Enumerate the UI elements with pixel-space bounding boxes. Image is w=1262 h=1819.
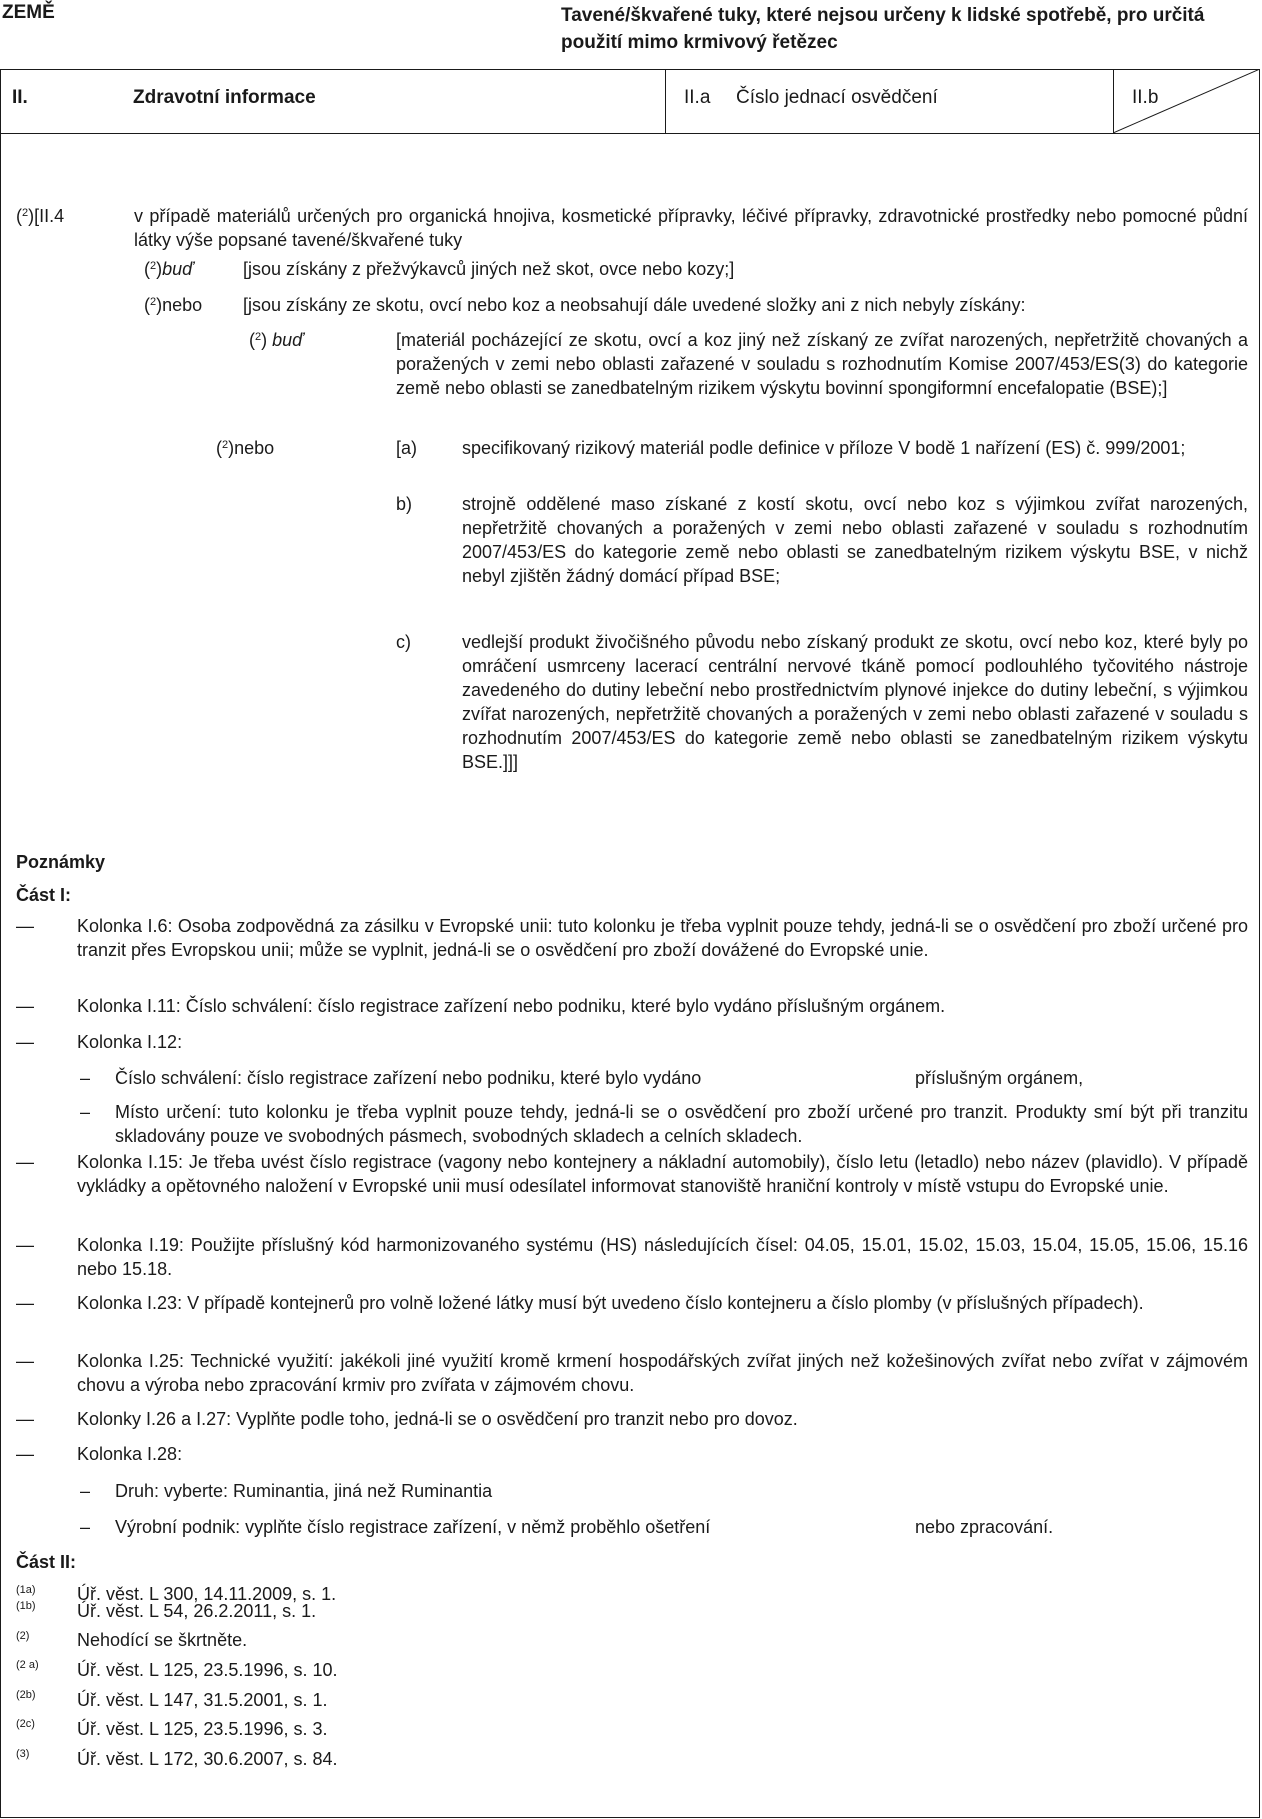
- section-number: II.: [12, 87, 28, 108]
- note-en-dash: –: [80, 1068, 91, 1088]
- note-i12-a-end: příslušným orgánem,: [915, 1068, 1084, 1088]
- ref-a-label: Číslo jednací osvědčení: [736, 87, 938, 108]
- item-text: strojně oddělené maso získané z kostí skotu, ovcí nebo koz s výjimkou zvířat narozených, nepřetržitě chovaných a poražených v zemi nebo oblasti zařazené v souladu s rozhodnutím 2007/453/ES do kategorie země nebo oblasti se zanedbatelným rizikem výskytu BSE, v nichž nebyl zjištěn žádný domácí případ BSE;: [462, 494, 1248, 586]
- note-dash: —: [16, 1293, 34, 1313]
- ref-b-diagonal: [1113, 69, 1260, 133]
- footnote-text: Úř. věst. L 172, 30.6.2007, s. 84.: [77, 1749, 338, 1769]
- option-1-key: ($^2$)buď: [144, 259, 194, 279]
- section-header-row: [0, 69, 1260, 134]
- ref-b-code: II.b: [1132, 87, 1159, 108]
- note-i26: Kolonky I.26 a I.27: Vyplňte podle toho, jedná-li se o osvědčení pro tranzit nebo pro dovoz.: [77, 1409, 798, 1429]
- note-dash: —: [16, 996, 34, 1016]
- note-i28-b-end: nebo zpracování.: [915, 1517, 1054, 1537]
- part-1-heading: Část I:: [16, 885, 72, 905]
- item-text: specifikovaný rizikový materiál podle definice v příloze V bodě 1 nařízení (ES) č. 999/2001;: [462, 438, 1186, 458]
- note-i23: Kolonka I.23: V případě kontejnerů pro volně ložené látky musí být uvedeno číslo kontejneru a číslo plomby (v příslušných případech).: [77, 1293, 1144, 1313]
- note-en-dash: –: [80, 1102, 91, 1122]
- note-dash: —: [16, 916, 34, 936]
- clause-number: ($^2$)[II.4: [16, 206, 65, 226]
- footnote-mark: (1a): [16, 1584, 36, 1596]
- footnote-text: Úř. věst. L 125, 23.5.1996, s. 3.: [77, 1719, 328, 1739]
- footnote-mark: (2b): [16, 1689, 36, 1701]
- note-dash: —: [16, 1444, 34, 1464]
- note-dash: —: [16, 1351, 34, 1371]
- note-dash: —: [16, 1409, 34, 1429]
- note-i11: Kolonka I.11: Číslo schválení: číslo registrace zařízení nebo podniku, které bylo vydáno příslušným orgánem.: [77, 996, 946, 1016]
- footnote-text: Úř. věst. L 300, 14.11.2009, s. 1.: [77, 1584, 337, 1604]
- note-i6: Kolonka I.6: Osoba zodpovědná za zásilku v Evropské unii: tuto kolonku je třeba vyplnit pouze tehdy, jedná-li se o osvědčení pro zboží určené pro tranzit přes Evropskou unii; může se vyplnit, jedná-li se o osvědčení pro zboží dovážené do Evropské unie.: [77, 916, 1248, 960]
- sub-1-text: [materiál pocházející ze skotu, ovcí a koz jiný než získaný ze zvířat narozených, nepřetržitě chovaných a poražených v zemi nebo oblasti zařazené v souladu s rozhodnutím Komise 2007/453/ES(3) do kategorie země nebo oblasti se zanedbatelným rizikem výskytu bovinní spongiformní encefalopatie (BSE);]: [396, 330, 1248, 398]
- footnote-mark: (3): [16, 1748, 30, 1760]
- sub-1-key: ($^2$) buď: [249, 330, 304, 350]
- note-i19: Kolonka I.19: Použijte příslušný kód harmonizovaného systému (HS) následujících čísel: 04.05, 15.01, 15.02, 15.03, 15.04, 15.05, 15.06, 15.16 nebo 15.18.: [77, 1235, 1248, 1279]
- note-en-dash: –: [80, 1481, 91, 1501]
- note-i28-a: Druh: vyberte: Ruminantia, jiná než Ruminantia: [115, 1481, 493, 1501]
- item-label: c): [396, 632, 411, 652]
- divider: [665, 69, 666, 133]
- note-en-dash: –: [80, 1517, 91, 1537]
- note-i12-b: Místo určení: tuto kolonku je třeba vyplnit pouze tehdy, jedná-li se o osvědčení pro zboží určené pro tranzit. Produkty smí být při tranzitu skladovány pouze ve svobodných pásmech, svobodných skladech a celních skladech.: [115, 1102, 1248, 1146]
- note-i28: Kolonka I.28:: [77, 1444, 183, 1464]
- note-dash: —: [16, 1152, 34, 1172]
- sub-2-key: ($^2$)nebo: [216, 438, 275, 458]
- part-2-heading: Část II:: [16, 1552, 77, 1572]
- note-dash: —: [16, 1235, 34, 1255]
- item-text: vedlejší produkt živočišného původu nebo získaný produkt ze skotu, ovcí nebo koz, které byly po omráčení usmrceny lacerací centrální nervové tkáně pomocí podlouhlého tyčovitého nástroje zavedeného do dutiny lebeční nebo prostřednictvím plynové injekce do dutiny lebeční, s výjimkou zvířat narozených, nepřetržitě chovaných a poražených v zemi nebo oblasti zařazené v souladu s rozhodnutím 2007/453/ES do kategorie země nebo oblasti se zanedbatelným rizikem výskytu BSE.]]]: [462, 632, 1248, 772]
- footnote-text: Úř. věst. L 54, 26.2.2011, s. 1.: [77, 1601, 317, 1621]
- item-label: [a): [396, 438, 418, 458]
- footnote-text: Nehodící se škrtněte.: [77, 1630, 248, 1650]
- option-2-key: ($^2$)nebo: [144, 295, 203, 315]
- footnote-text: Úř. věst. L 125, 23.5.1996, s. 10.: [77, 1660, 338, 1680]
- section-title: Zdravotní informace: [133, 87, 316, 108]
- footnote-mark: (2 a): [16, 1659, 39, 1671]
- option-1-text: [jsou získány z přežvýkavců jiných než skot, ovce nebo kozy;]: [243, 259, 735, 279]
- ref-a-code: II.a: [684, 87, 711, 108]
- note-i15: Kolonka I.15: Je třeba uvést číslo registrace (vagony nebo kontejnery a nákladní automobily), číslo letu (letadlo) nebo název (plavidlo). V případě vykládky a opětovného naložení v Evropské unii musí odesílatel informovat stanoviště hraniční kontroly v místě vstupu do Evropské unie.: [77, 1152, 1248, 1196]
- footnote-mark: (1b): [16, 1600, 36, 1612]
- footnote-mark: (2c): [16, 1718, 35, 1730]
- note-i25: Kolonka I.25: Technické využití: jakékoli jiné využití kromě krmení hospodářských zvířat jiných než kožešinových zvířat nebo zvířat v zájmovém chovu a výroba nebo zpracování krmiv pro zvířata v zájmovém chovu.: [77, 1351, 1248, 1395]
- note-i28-b: Výrobní podnik: vyplňte číslo registrace zařízení, v němž proběhlo ošetření: [115, 1517, 711, 1537]
- footnote-mark: (2): [16, 1630, 30, 1642]
- note-i12-a: Číslo schválení: číslo registrace zařízení nebo podniku, které bylo vydáno: [115, 1068, 702, 1088]
- clause-intro: v případě materiálů určených pro organická hnojiva, kosmetické přípravky, léčivé přípravky, zdravotnické prostředky nebo pomocné půdní látky výše popsané tavené/škvařené tuky: [134, 206, 1248, 250]
- option-2-text: [jsou získány ze skotu, ovcí nebo koz a neobsahují dále uvedené složky ani z nich nebyly získány:: [243, 295, 1026, 315]
- certificate-title: Tavené/škvařené tuky, které nejsou určeny k lidské spotřebě, pro určitá použití mimo krmivový řetězec: [561, 5, 1205, 53]
- notes-heading: Poznámky: [16, 852, 106, 872]
- footnote-text: Úř. věst. L 147, 31.5.2001, s. 1.: [77, 1690, 328, 1710]
- item-label: b): [396, 494, 413, 514]
- country-label: ZEMĚ: [2, 2, 55, 23]
- note-dash: —: [16, 1032, 34, 1052]
- note-i12: Kolonka I.12:: [77, 1032, 183, 1052]
